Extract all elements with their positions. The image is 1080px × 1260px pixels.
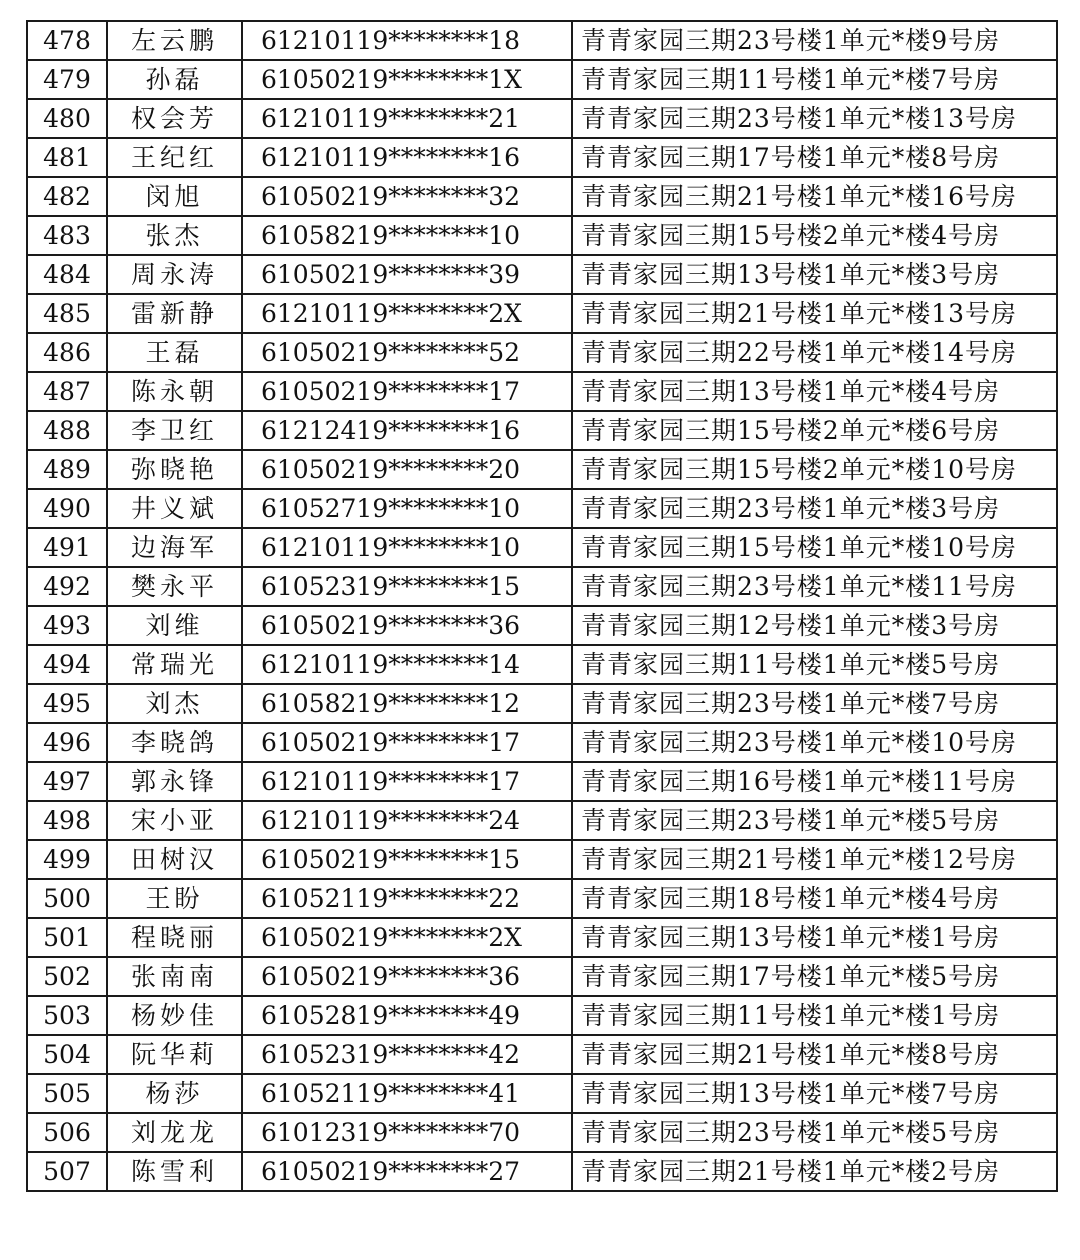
row-number-cell: 485 [27, 294, 107, 333]
resident-name-cell: 程晓丽 [107, 918, 242, 957]
resident-name-cell: 边海军 [107, 528, 242, 567]
id-number-cell: 61050219********15 [242, 840, 572, 879]
resident-name-cell: 杨莎 [107, 1074, 242, 1113]
table-row [27, 879, 1057, 918]
row-number-cell: 483 [27, 216, 107, 255]
row-number-cell: 488 [27, 411, 107, 450]
table-row [27, 762, 1057, 801]
row-number-cell: 507 [27, 1152, 107, 1191]
address-cell: 青青家园三期23号楼1单元*楼3号房 [572, 489, 1057, 528]
resident-name-cell: 常瑞光 [107, 645, 242, 684]
id-number-cell: 61050219********27 [242, 1152, 572, 1191]
row-number-cell: 503 [27, 996, 107, 1035]
resident-name-cell: 弥晓艳 [107, 450, 242, 489]
id-number-cell: 61050219********2X [242, 918, 572, 957]
resident-name-cell: 陈雪利 [107, 1152, 242, 1191]
id-number-cell: 61050219********20 [242, 450, 572, 489]
resident-name-cell: 王纪红 [107, 138, 242, 177]
row-number-cell: 490 [27, 489, 107, 528]
resident-table-body [27, 21, 1057, 1191]
table-row [27, 489, 1057, 528]
id-number-cell: 61210119********2X [242, 294, 572, 333]
address-cell: 青青家园三期22号楼1单元*楼14号房 [572, 333, 1057, 372]
table-row [27, 255, 1057, 294]
table-row [27, 372, 1057, 411]
row-number-cell: 494 [27, 645, 107, 684]
resident-name-cell: 刘龙龙 [107, 1113, 242, 1152]
row-number-cell: 493 [27, 606, 107, 645]
id-number-cell: 61210119********17 [242, 762, 572, 801]
address-cell: 青青家园三期11号楼1单元*楼1号房 [572, 996, 1057, 1035]
id-number-cell: 61050219********17 [242, 723, 572, 762]
row-number-cell: 479 [27, 60, 107, 99]
id-number-cell: 61050219********39 [242, 255, 572, 294]
table-row [27, 801, 1057, 840]
row-number-cell: 497 [27, 762, 107, 801]
table-row [27, 645, 1057, 684]
table-row [27, 216, 1057, 255]
address-cell: 青青家园三期13号楼1单元*楼7号房 [572, 1074, 1057, 1113]
address-cell: 青青家园三期18号楼1单元*楼4号房 [572, 879, 1057, 918]
row-number-cell: 500 [27, 879, 107, 918]
row-number-cell: 504 [27, 1035, 107, 1074]
row-number-cell: 502 [27, 957, 107, 996]
address-cell: 青青家园三期21号楼1单元*楼16号房 [572, 177, 1057, 216]
table-row [27, 606, 1057, 645]
resident-name-cell: 宋小亚 [107, 801, 242, 840]
table-row [27, 294, 1057, 333]
resident-name-cell: 阮华莉 [107, 1035, 242, 1074]
table-row [27, 177, 1057, 216]
row-number-cell: 484 [27, 255, 107, 294]
resident-name-cell: 刘杰 [107, 684, 242, 723]
id-number-cell: 61052819********49 [242, 996, 572, 1035]
address-cell: 青青家园三期13号楼1单元*楼3号房 [572, 255, 1057, 294]
table-row [27, 450, 1057, 489]
table-row [27, 333, 1057, 372]
table-row [27, 684, 1057, 723]
resident-list-sheet [26, 20, 1056, 1248]
resident-name-cell: 王盼 [107, 879, 242, 918]
row-number-cell: 481 [27, 138, 107, 177]
id-number-cell: 61050219********36 [242, 606, 572, 645]
table-row [27, 957, 1057, 996]
resident-name-cell: 权会芳 [107, 99, 242, 138]
table-row [27, 411, 1057, 450]
id-number-cell: 61050219********32 [242, 177, 572, 216]
row-number-cell: 499 [27, 840, 107, 879]
resident-name-cell: 王磊 [107, 333, 242, 372]
table-row [27, 528, 1057, 567]
address-cell: 青青家园三期21号楼1单元*楼8号房 [572, 1035, 1057, 1074]
address-cell: 青青家园三期13号楼1单元*楼1号房 [572, 918, 1057, 957]
resident-name-cell: 闵旭 [107, 177, 242, 216]
resident-name-cell: 井义斌 [107, 489, 242, 528]
resident-name-cell: 李卫红 [107, 411, 242, 450]
address-cell: 青青家园三期23号楼1单元*楼5号房 [572, 801, 1057, 840]
table-row [27, 1113, 1057, 1152]
id-number-cell: 61050219********17 [242, 372, 572, 411]
resident-name-cell: 樊永平 [107, 567, 242, 606]
address-cell: 青青家园三期11号楼1单元*楼7号房 [572, 60, 1057, 99]
id-number-cell: 61210119********14 [242, 645, 572, 684]
id-number-cell: 61052719********10 [242, 489, 572, 528]
resident-table [26, 20, 1058, 1192]
table-row [27, 99, 1057, 138]
id-number-cell: 61058219********12 [242, 684, 572, 723]
address-cell: 青青家园三期17号楼1单元*楼5号房 [572, 957, 1057, 996]
id-number-cell: 61210119********21 [242, 99, 572, 138]
id-number-cell: 61212419********16 [242, 411, 572, 450]
address-cell: 青青家园三期23号楼1单元*楼10号房 [572, 723, 1057, 762]
table-row [27, 918, 1057, 957]
resident-name-cell: 田树汉 [107, 840, 242, 879]
id-number-cell: 61210119********24 [242, 801, 572, 840]
table-row [27, 21, 1057, 60]
table-row [27, 1152, 1057, 1191]
resident-name-cell: 郭永锋 [107, 762, 242, 801]
address-cell: 青青家园三期16号楼1单元*楼11号房 [572, 762, 1057, 801]
table-row [27, 60, 1057, 99]
address-cell: 青青家园三期23号楼1单元*楼5号房 [572, 1113, 1057, 1152]
table-row [27, 567, 1057, 606]
resident-name-cell: 雷新静 [107, 294, 242, 333]
id-number-cell: 61050219********52 [242, 333, 572, 372]
id-number-cell: 61058219********10 [242, 216, 572, 255]
id-number-cell: 61052119********22 [242, 879, 572, 918]
address-cell: 青青家园三期15号楼2单元*楼10号房 [572, 450, 1057, 489]
row-number-cell: 478 [27, 21, 107, 60]
address-cell: 青青家园三期15号楼2单元*楼4号房 [572, 216, 1057, 255]
id-number-cell: 61052319********42 [242, 1035, 572, 1074]
table-row [27, 840, 1057, 879]
resident-name-cell: 杨妙佳 [107, 996, 242, 1035]
address-cell: 青青家园三期23号楼1单元*楼11号房 [572, 567, 1057, 606]
resident-name-cell: 刘维 [107, 606, 242, 645]
row-number-cell: 506 [27, 1113, 107, 1152]
row-number-cell: 482 [27, 177, 107, 216]
address-cell: 青青家园三期23号楼1单元*楼7号房 [572, 684, 1057, 723]
table-row [27, 723, 1057, 762]
table-row [27, 1074, 1057, 1113]
id-number-cell: 61050219********1X [242, 60, 572, 99]
row-number-cell: 487 [27, 372, 107, 411]
id-number-cell: 61050219********36 [242, 957, 572, 996]
address-cell: 青青家园三期13号楼1单元*楼4号房 [572, 372, 1057, 411]
id-number-cell: 61052119********41 [242, 1074, 572, 1113]
table-row [27, 1035, 1057, 1074]
resident-name-cell: 左云鹏 [107, 21, 242, 60]
address-cell: 青青家园三期23号楼1单元*楼9号房 [572, 21, 1057, 60]
address-cell: 青青家园三期23号楼1单元*楼13号房 [572, 99, 1057, 138]
id-number-cell: 61210119********16 [242, 138, 572, 177]
row-number-cell: 480 [27, 99, 107, 138]
address-cell: 青青家园三期21号楼1单元*楼13号房 [572, 294, 1057, 333]
row-number-cell: 489 [27, 450, 107, 489]
address-cell: 青青家园三期21号楼1单元*楼2号房 [572, 1152, 1057, 1191]
row-number-cell: 501 [27, 918, 107, 957]
row-number-cell: 505 [27, 1074, 107, 1113]
address-cell: 青青家园三期15号楼2单元*楼6号房 [572, 411, 1057, 450]
resident-name-cell: 周永涛 [107, 255, 242, 294]
row-number-cell: 495 [27, 684, 107, 723]
resident-name-cell: 陈永朝 [107, 372, 242, 411]
resident-name-cell: 孙磊 [107, 60, 242, 99]
id-number-cell: 61052319********15 [242, 567, 572, 606]
address-cell: 青青家园三期17号楼1单元*楼8号房 [572, 138, 1057, 177]
id-number-cell: 61210119********18 [242, 21, 572, 60]
row-number-cell: 486 [27, 333, 107, 372]
resident-name-cell: 张杰 [107, 216, 242, 255]
row-number-cell: 491 [27, 528, 107, 567]
resident-name-cell: 李晓鸽 [107, 723, 242, 762]
address-cell: 青青家园三期12号楼1单元*楼3号房 [572, 606, 1057, 645]
row-number-cell: 498 [27, 801, 107, 840]
row-number-cell: 496 [27, 723, 107, 762]
address-cell: 青青家园三期15号楼1单元*楼10号房 [572, 528, 1057, 567]
row-number-cell: 492 [27, 567, 107, 606]
table-row [27, 996, 1057, 1035]
resident-name-cell: 张南南 [107, 957, 242, 996]
id-number-cell: 61012319********70 [242, 1113, 572, 1152]
address-cell: 青青家园三期11号楼1单元*楼5号房 [572, 645, 1057, 684]
id-number-cell: 61210119********10 [242, 528, 572, 567]
table-row [27, 138, 1057, 177]
address-cell: 青青家园三期21号楼1单元*楼12号房 [572, 840, 1057, 879]
